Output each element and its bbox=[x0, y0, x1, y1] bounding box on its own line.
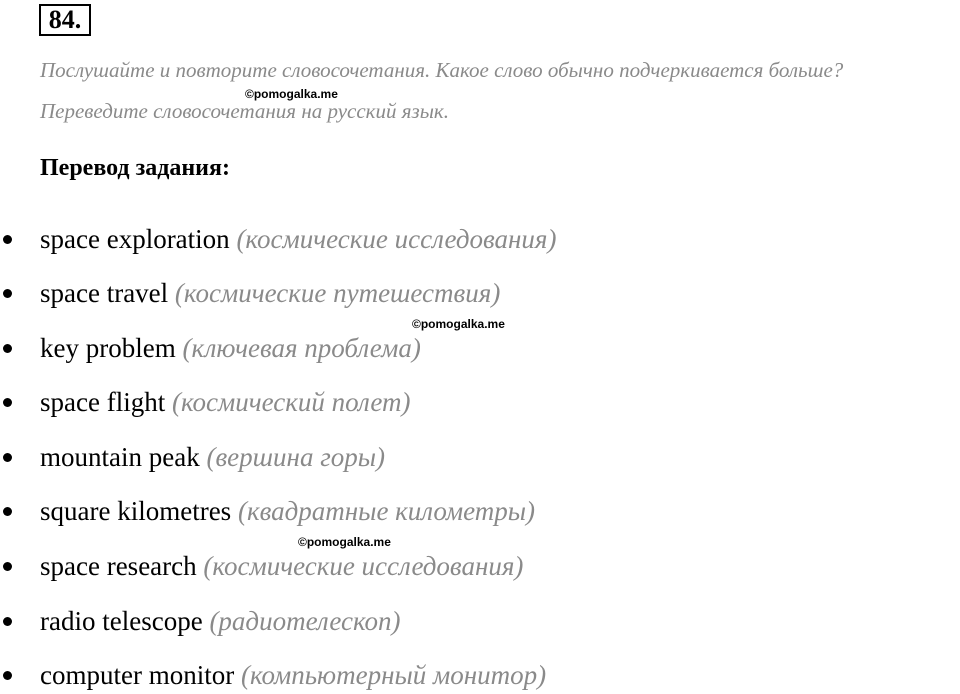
bullet-icon bbox=[3, 617, 12, 626]
watermark: ©pomogalka.me bbox=[245, 87, 338, 101]
phrase-english: square kilometres bbox=[40, 496, 232, 526]
phrase-english: space flight bbox=[40, 387, 166, 417]
bullet-icon bbox=[3, 562, 12, 571]
phrase-text bbox=[40, 494, 535, 528]
phrase-text bbox=[40, 549, 523, 583]
phrase-russian: (космические исследования) bbox=[236, 224, 557, 254]
phrase-russian: (квадратные километры) bbox=[237, 496, 536, 526]
phrase-english: mountain peak bbox=[40, 442, 200, 472]
exercise-number: 84. bbox=[39, 4, 91, 36]
phrase-text bbox=[40, 222, 556, 256]
phrase-russian: (космические исследования) bbox=[203, 551, 524, 581]
phrase-english: space exploration bbox=[40, 224, 230, 254]
task-instruction-line-2: Переведите словосочетания на русский язык. bbox=[40, 99, 449, 123]
phrase-text bbox=[40, 604, 401, 638]
bullet-icon bbox=[3, 453, 12, 462]
bullet-icon bbox=[3, 235, 12, 244]
task-instruction-line-1: Послушайте и повторите словосочетания. Какое слово обычно подчеркивается больше? bbox=[40, 58, 844, 82]
phrase-english: radio telescope bbox=[40, 606, 203, 636]
phrase-text bbox=[40, 440, 385, 474]
watermark: ©pomogalka.me bbox=[412, 317, 505, 331]
bullet-icon bbox=[3, 398, 12, 407]
phrase-text bbox=[40, 276, 500, 310]
phrase-russian: (ключевая проблема) bbox=[182, 333, 421, 363]
phrase-text bbox=[40, 385, 411, 419]
translation-heading: Перевод задания: bbox=[40, 155, 230, 181]
bullet-icon bbox=[3, 344, 12, 353]
phrase-russian: (космический полет) bbox=[171, 387, 411, 417]
bullet-icon bbox=[3, 671, 12, 680]
phrase-text bbox=[40, 658, 546, 692]
phrase-russian: (космические путешествия) bbox=[174, 278, 501, 308]
phrase-russian: (радиотелескоп) bbox=[209, 606, 401, 636]
bullet-icon bbox=[3, 289, 12, 298]
bullet-icon bbox=[3, 507, 12, 516]
phrase-english: key problem bbox=[40, 333, 176, 363]
phrase-english: computer monitor bbox=[40, 660, 235, 690]
watermark: ©pomogalka.me bbox=[298, 535, 391, 549]
phrase-english: space travel bbox=[40, 278, 169, 308]
phrase-text bbox=[40, 331, 421, 365]
phrase-russian: (вершина горы) bbox=[206, 442, 386, 472]
phrase-english: space research bbox=[40, 551, 197, 581]
phrase-russian: (компьютерный монитор) bbox=[240, 660, 547, 690]
